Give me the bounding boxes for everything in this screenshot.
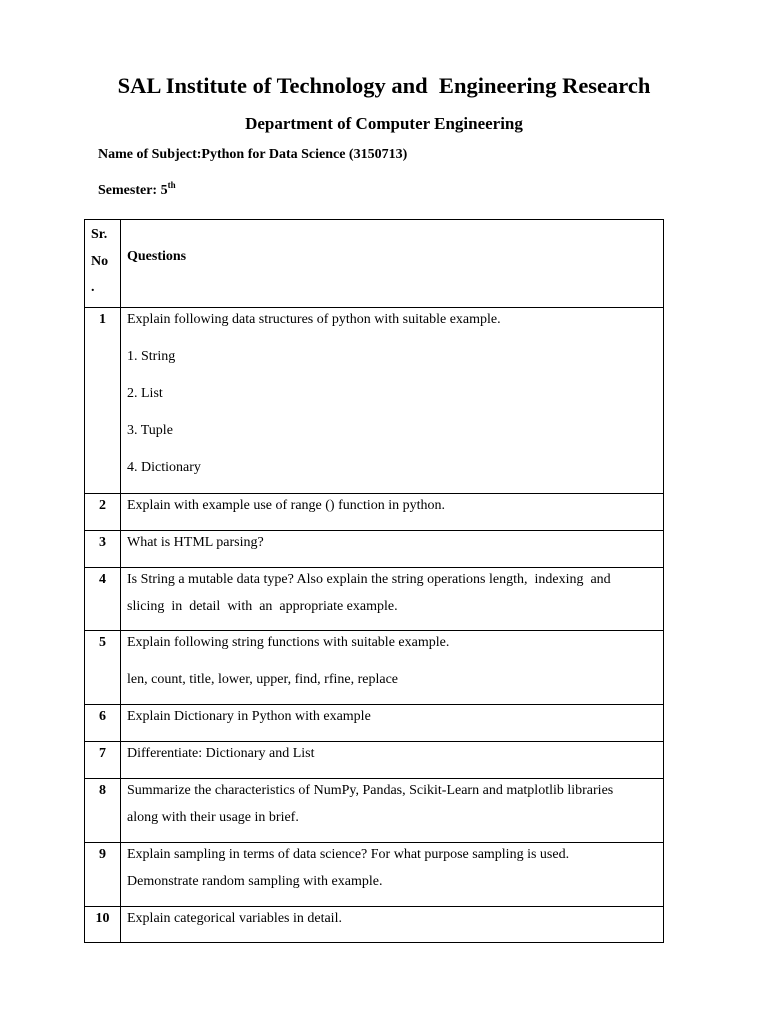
question-number: 5 bbox=[85, 631, 121, 705]
table-header-row bbox=[85, 220, 664, 308]
semester-label: Semester: 5 bbox=[98, 183, 168, 198]
header-sr-no bbox=[85, 220, 121, 308]
question-number: 3 bbox=[85, 531, 121, 568]
table-row bbox=[85, 705, 664, 742]
table-row bbox=[85, 308, 664, 494]
table-row bbox=[85, 779, 664, 843]
header-sr-no-line: . bbox=[91, 280, 95, 295]
question-line: 3. Tuple bbox=[127, 423, 173, 438]
question-line: Explain Dictionary in Python with example bbox=[127, 709, 371, 724]
question-text bbox=[121, 631, 664, 705]
question-text bbox=[121, 907, 664, 943]
question-number: 4 bbox=[85, 568, 121, 631]
question-line: 2. List bbox=[127, 386, 163, 401]
table-row bbox=[85, 531, 664, 568]
semester-line bbox=[98, 182, 176, 200]
question-line: 4. Dictionary bbox=[127, 460, 201, 475]
question-text bbox=[121, 531, 664, 568]
question-text bbox=[121, 705, 664, 742]
question-text bbox=[121, 308, 664, 494]
question-number: 10 bbox=[85, 907, 121, 943]
table-row bbox=[85, 568, 664, 631]
table-row bbox=[85, 843, 664, 907]
header-questions: Questions bbox=[121, 220, 664, 308]
question-line: Explain with example use of range () function in python. bbox=[127, 498, 446, 513]
question-line: Differentiate: Dictionary and List bbox=[127, 746, 315, 761]
question-line: Explain sampling in terms of data science? For what purpose sampling is used. bbox=[127, 847, 570, 862]
question-line: along with their usage in brief. bbox=[127, 810, 299, 825]
question-number: 1 bbox=[85, 308, 121, 494]
institute-title: SAL Institute of Technology and Engineering Research bbox=[117, 73, 651, 98]
question-number: 9 bbox=[85, 843, 121, 907]
question-line: 1. String bbox=[127, 349, 176, 364]
question-line: len, count, title, lower, upper, find, rfine, replace bbox=[127, 672, 398, 687]
table-row bbox=[85, 631, 664, 705]
header-sr-no-line: No bbox=[91, 253, 109, 269]
question-line: slicing in detail with an appropriate example. bbox=[127, 599, 398, 614]
question-text bbox=[121, 779, 664, 843]
question-number: 6 bbox=[85, 705, 121, 742]
question-number: 8 bbox=[85, 779, 121, 843]
question-rows bbox=[85, 308, 664, 943]
question-line: Explain categorical variables in detail. bbox=[127, 911, 342, 926]
subject-line: Name of Subject:Python for Data Science (3150713) bbox=[98, 147, 408, 162]
question-text bbox=[121, 742, 664, 779]
question-text bbox=[121, 494, 664, 531]
question-number: 2 bbox=[85, 494, 121, 531]
question-line: Is String a mutable data type? Also explain the string operations length, indexing and bbox=[127, 572, 611, 587]
question-number: 7 bbox=[85, 742, 121, 779]
department-title: Department of Computer Engineering bbox=[245, 114, 523, 133]
question-line: Explain following string functions with suitable example. bbox=[127, 635, 450, 650]
question-text bbox=[121, 843, 664, 907]
table-row bbox=[85, 494, 664, 531]
question-text bbox=[121, 568, 664, 631]
question-line: Explain following data structures of python with suitable example. bbox=[127, 312, 501, 327]
questions-table bbox=[84, 219, 664, 943]
header-sr-no-line: Sr. bbox=[91, 227, 108, 242]
question-line: What is HTML parsing? bbox=[127, 535, 264, 550]
table-row bbox=[85, 742, 664, 779]
table-row bbox=[85, 907, 664, 943]
question-line: Summarize the characteristics of NumPy, Pandas, Scikit-Learn and matplotlib libraries bbox=[127, 783, 614, 798]
question-line: Demonstrate random sampling with example. bbox=[127, 874, 383, 889]
semester-superscript: th bbox=[167, 180, 176, 190]
